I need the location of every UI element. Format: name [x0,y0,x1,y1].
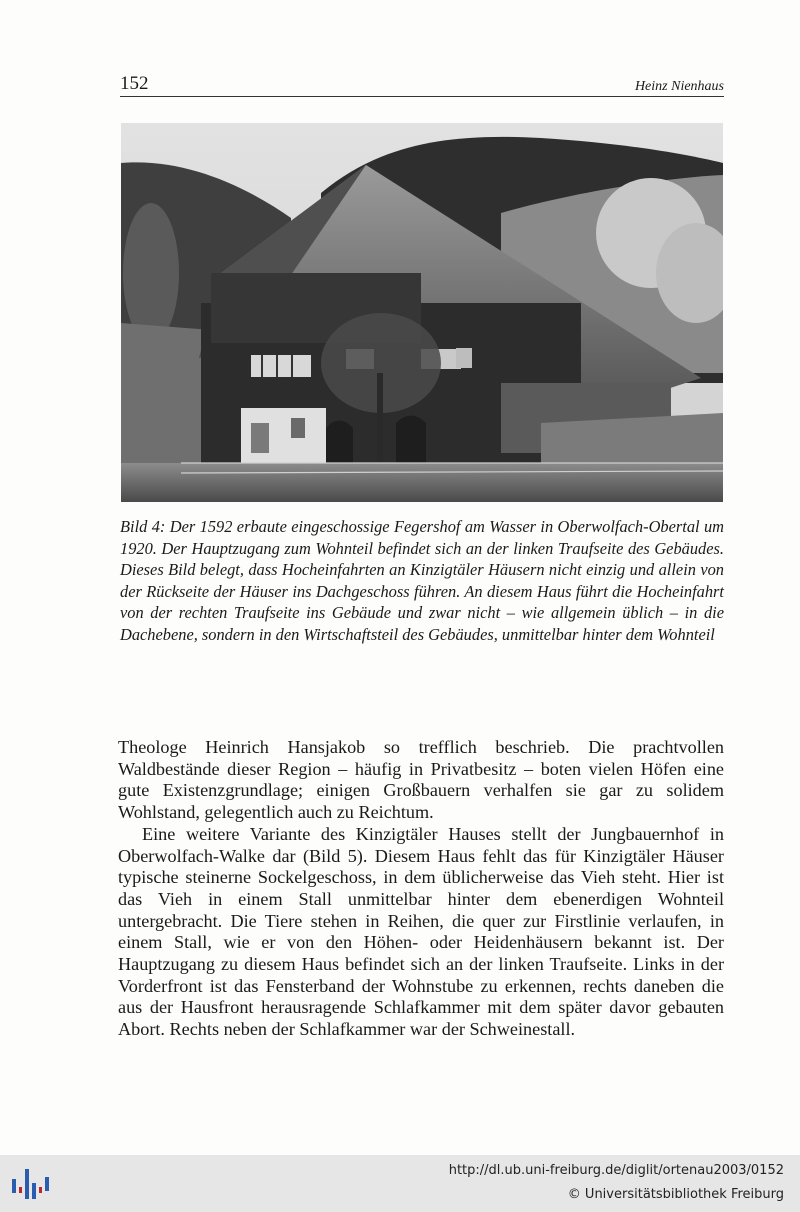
figure-caption: Bild 4: Der 1592 erbaute eingeschossige Fegershof am Wasser in Oberwolfach-Obertal um 1920. Der Hauptzugang zum Wohnteil befindet sich an der linken Traufseite des Gebäudes. Dieses Bild belegt, dass Hocheinfahrten an Kinzigtäler Häusern nicht einzig und allein von der Rückseite der Häuser ins Dachgeschoss führen. An diesem Haus führt die Hocheinfahrt von der rechten Traufseite ins Gebäude und zwar nicht – wie allgemein üblich – in die Dachebene, sondern in den Wirtschaftsteil des Gebäudes, unmittelbar hinter dem Wohnteil [120,517,724,644]
body-text [118,737,724,1041]
copyright-notice: © Universitätsbibliothek Freiburg [567,1187,784,1202]
paragraph: Eine weitere Variante des Kinzigtäler Hauses stellt der Jungbauernhof in Oberwolfach-Walke dar (Bild 5). Diesem Haus fehlt das für Kinzigtäler Häuser typische steinerne Sockelgeschoss, in dem üblicherweise das Vieh steht. Hier ist das Vieh in einem Stall unmittelbar hinter dem ebenerdigen Wohnteil untergebracht. Die Tiere stehen in Reihen, die quer zur Firstlinie verlaufen, in einem Stall, wie er von den Höhen- oder Heidenhäusern bekannt ist. Der Hauptzugang zu diesem Haus befindet sich an der linken Traufseite. Links in der Vorderfront ist das Fensterband der Wohnstube zu erkennen, rechts daneben die aus der Hausfront herausragende Schlafkammer mit dem später davor gebauten Abort. Rechts neben der Schlafkammer war der Schweinestall. [118,823,724,1040]
source-url[interactable]: http://dl.ub.uni-freiburg.de/diglit/ortenau2003/0152 [448,1163,784,1178]
library-footer [0,1155,800,1212]
paragraph: Theologe Heinrich Hansjakob so trefflich beschrieb. Die prachtvollen Waldbestände dieser Region – häufig in Privatbesitz – boten vielen Höfen eine gute Existenzgrundlage; einigen Großbauern verhalfen sie gar zu solidem Wohlstand, gelegentlich auch zu Reichtum. [118,737,724,823]
farmhouse-photo-illustration [121,123,723,502]
farmhouse-photo [121,123,723,502]
page-number: 152 [120,73,149,94]
running-head [120,70,724,97]
ub-freiburg-logo-icon [8,1163,52,1205]
running-head-author: Heinz Nienhaus [634,79,724,94]
